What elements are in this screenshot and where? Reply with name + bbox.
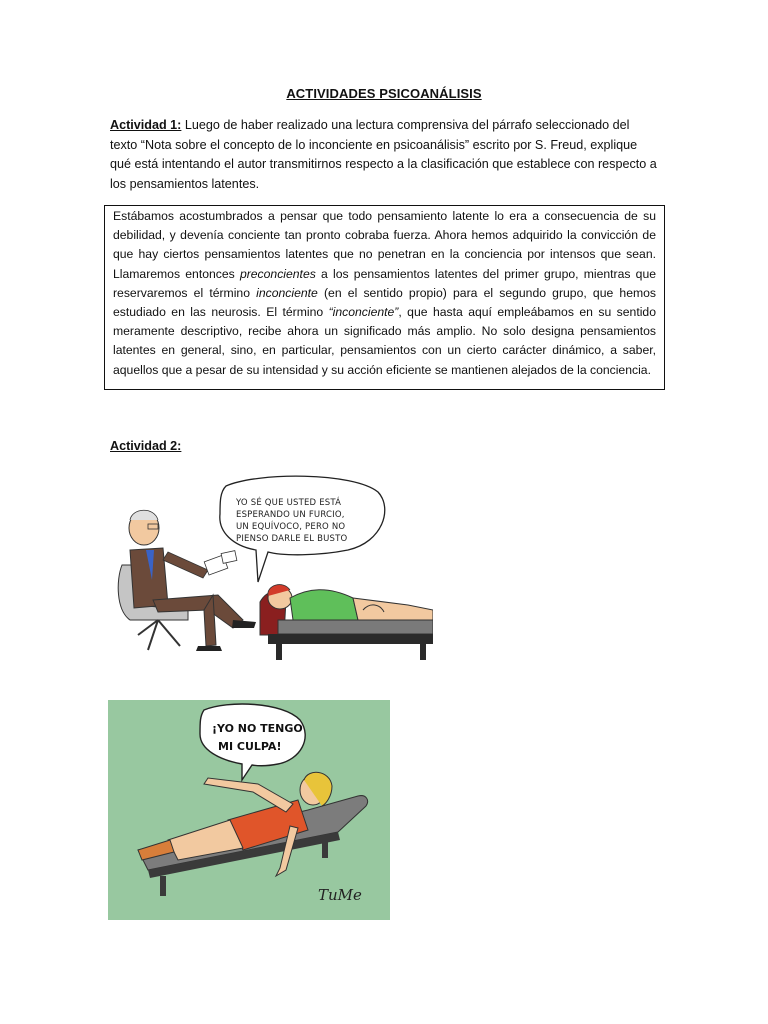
cartoon-culpa-image [108, 700, 390, 920]
bubble-2-line-2: MI CULPA! [218, 740, 282, 753]
bubble-1-line-4: PIENSO DARLE EL BUSTO [236, 534, 348, 544]
freud-quote-box [104, 205, 665, 390]
quote-text-2: a los pensamientos latentes del primer grupo, mientras que reservaremos el término [113, 266, 656, 300]
quote-em-preconcientes: preconcientes [239, 266, 316, 281]
cartoon-signature: TuMe [318, 886, 362, 904]
bubble-1-line-1: YO SÉ QUE USTED ESTÁ [236, 498, 342, 508]
cartoon-therapist-image [108, 470, 433, 695]
activity-1 [110, 116, 658, 194]
activity-1-text: Luego de haber realizado una lectura comprensiva del párrafo seleccionado del texto “Nota sobre el concepto de lo inconciente en psicoanálisis” escrito por S. Freud, explique qué está intentando el autor transmitirnos respecto a la clasificación que establece con respecto a los pensamientos latentes. [110, 118, 657, 191]
quote-text-3: (en el sentido propio) para el segundo grupo, que hemos estudiado en las neurosis. El término [113, 285, 656, 320]
activity-1-label: Actividad 1: [110, 118, 182, 132]
quote-em-inconciente-quoted: “inconciente” [328, 305, 399, 320]
bubble-2-line-1: ¡YO NO TENGO [212, 722, 303, 735]
bubble-1-line-3: UN EQUÍVOCO, PERO NO [236, 522, 346, 532]
quote-em-inconciente: inconciente [256, 285, 318, 300]
bubble-1-line-2: ESPERANDO UN FURCIO, [236, 510, 345, 520]
quote-text-1: Estábamos acostumbrados a pensar que todo pensamiento latente lo era a consecuencia de su debilidad, y devenía conciente tan pronto cobraba fuerza. Ahora hemos adquirido la convicción de que hay ciertos pensamientos latentes que no penetran en la conciencia por intensos que sean. Llamaremos entonces [113, 209, 656, 281]
activity-2-label: Actividad 2: [110, 439, 182, 453]
page-title: ACTIVIDADES PSICOANÁLISIS [286, 86, 482, 101]
quote-text-4: , que hasta aquí empleábamos en su sentido meramente descriptivo, recibe ahora un significado más amplio. No solo designa pensamientos latentes en general, sino, en particular, pensamientos con un cierto carácter dinámico, a saber, aquellos que a pesar de su intensidad y su acción eficiente se mantienen alejados de la conciencia. [113, 305, 656, 377]
